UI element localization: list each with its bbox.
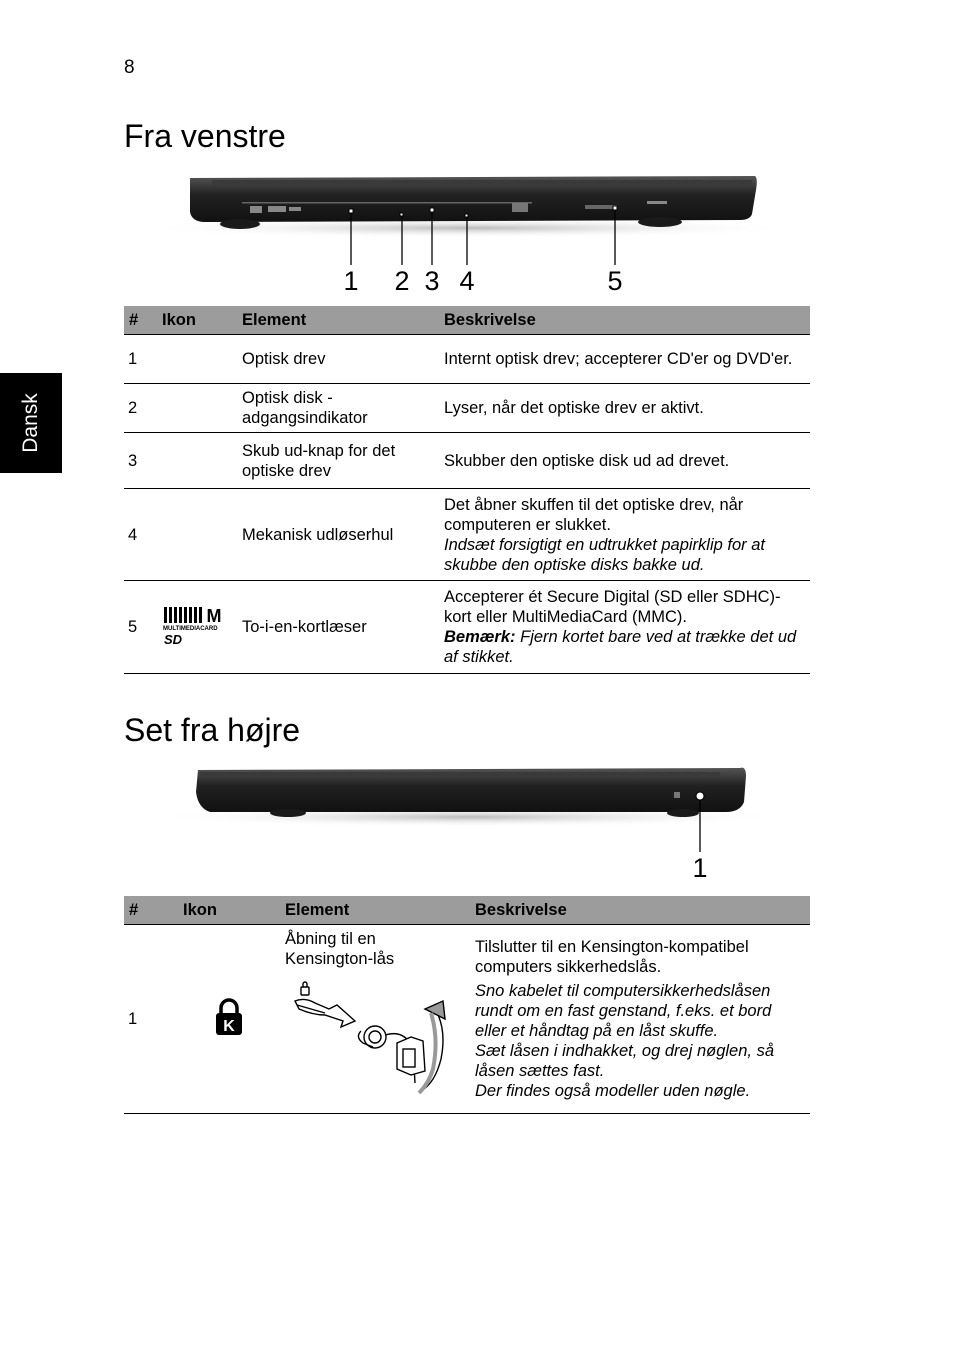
row-element: Skub ud-knap for det optiske drev — [237, 433, 439, 489]
col-header-description: Beskrivelse — [470, 896, 810, 925]
row-description: Accepterer ét Secure Digital (SD eller SDHC)-kort eller MultiMediaCard (MMC). Bemærk: Fjern kortet bare ved at trække det ud af stikket. — [439, 581, 810, 674]
callout-1: 1 — [343, 266, 359, 296]
row-num: 2 — [124, 384, 157, 433]
svg-text:MULTIMEDIACARD: MULTIMEDIACARD — [163, 625, 218, 632]
row-description: Lyser, når det optiske drev er aktivt. — [439, 384, 810, 433]
table-header-row — [124, 306, 810, 335]
svg-text:K: K — [223, 1017, 235, 1035]
row-icon — [157, 384, 237, 433]
table-row — [124, 489, 810, 581]
callout-2: 2 — [394, 266, 410, 296]
svg-text:SD: SD — [164, 631, 183, 647]
row-element: Åbning til en Kensington-lås — [280, 925, 470, 1114]
row-icon — [157, 335, 237, 384]
multimediacard-sd-icon — [157, 581, 237, 674]
page-number: 8 — [124, 57, 135, 78]
row-description: Skubber den optiske disk ud ad drevet. — [439, 433, 810, 489]
language-tab-label: Dansk — [19, 393, 42, 453]
row-note: Indsæt forsigtigt en udtrukket papirklip for at skubbe den optiske disks bakke ud. — [444, 535, 765, 574]
laptop-left-side-illustration — [150, 170, 800, 280]
row-element: Optisk disk - adgangsindikator — [237, 384, 439, 433]
kensington-cable-illustration — [285, 979, 455, 1104]
section-title-right: Set fra højre — [124, 712, 301, 748]
col-header-description: Beskrivelse — [439, 306, 810, 335]
row-description: Internt optisk drev; accepterer CD'er og DVD'er. — [439, 335, 810, 384]
callout-3: 3 — [424, 266, 440, 296]
col-header-element: Element — [280, 896, 470, 925]
row-note: Sno kabelet til computersikkerhedslåsen rundt om en fast genstand, f.eks. et bord eller et håndtag på en låst skuffe. — [475, 982, 772, 1040]
left-view-table — [124, 306, 810, 674]
row-element: Optisk drev — [237, 335, 439, 384]
table-row — [124, 433, 810, 489]
row-num: 1 — [124, 925, 178, 1114]
kensington-lock-icon — [178, 925, 280, 1114]
callout-5: 5 — [607, 266, 623, 296]
svg-text:M: M — [206, 605, 222, 626]
row-note: Sæt låsen i indhakket, og drej nøglen, så låsen sættes fast. — [475, 1042, 775, 1080]
callout-right-1: 1 — [692, 853, 708, 883]
col-header-icon: Ikon — [178, 896, 280, 925]
col-header-num: # — [124, 306, 157, 335]
col-header-icon: Ikon — [157, 306, 237, 335]
row-description: Det åbner skuffen til det optiske drev, når computeren er slukket. Indsæt forsigtigt en udtrukket papirklip for at skubbe den optiske disks bakke ud. — [439, 489, 810, 581]
table-row — [124, 384, 810, 433]
right-view-table — [124, 896, 810, 1114]
language-tab — [0, 373, 62, 473]
row-description: Tilslutter til en Kensington-kompatibel computers sikkerhedslås. Sno kabelet til computersikkerhedslåsen rundt om en fast genstand, f.eks. et bord eller et håndtag på en låst skuffe. Sæt låsen i indhakket, og drej nøglen, så låsen sættes fast. Der findes også modeller uden nøgle. — [470, 925, 810, 1114]
row-note: Der findes også modeller uden nøgle. — [475, 1082, 751, 1100]
row-icon — [157, 433, 237, 489]
table-row — [124, 581, 810, 674]
table-row — [124, 925, 810, 1114]
table-header-row — [124, 896, 810, 925]
row-note: Bemærk: Fjern kortet bare ved at trække det ud af stikket. — [444, 628, 797, 666]
row-num: 3 — [124, 433, 157, 489]
col-header-num: # — [124, 896, 178, 925]
row-num: 1 — [124, 335, 157, 384]
row-element: Mekanisk udløserhul — [237, 489, 439, 581]
row-num: 4 — [124, 489, 157, 581]
col-header-element: Element — [237, 306, 439, 335]
section-title-left: Fra venstre — [124, 118, 286, 154]
row-element: To-i-en-kortlæser — [237, 581, 439, 674]
row-num: 5 — [124, 581, 157, 674]
table-row — [124, 335, 810, 384]
callout-4: 4 — [459, 266, 475, 296]
row-icon — [157, 489, 237, 581]
